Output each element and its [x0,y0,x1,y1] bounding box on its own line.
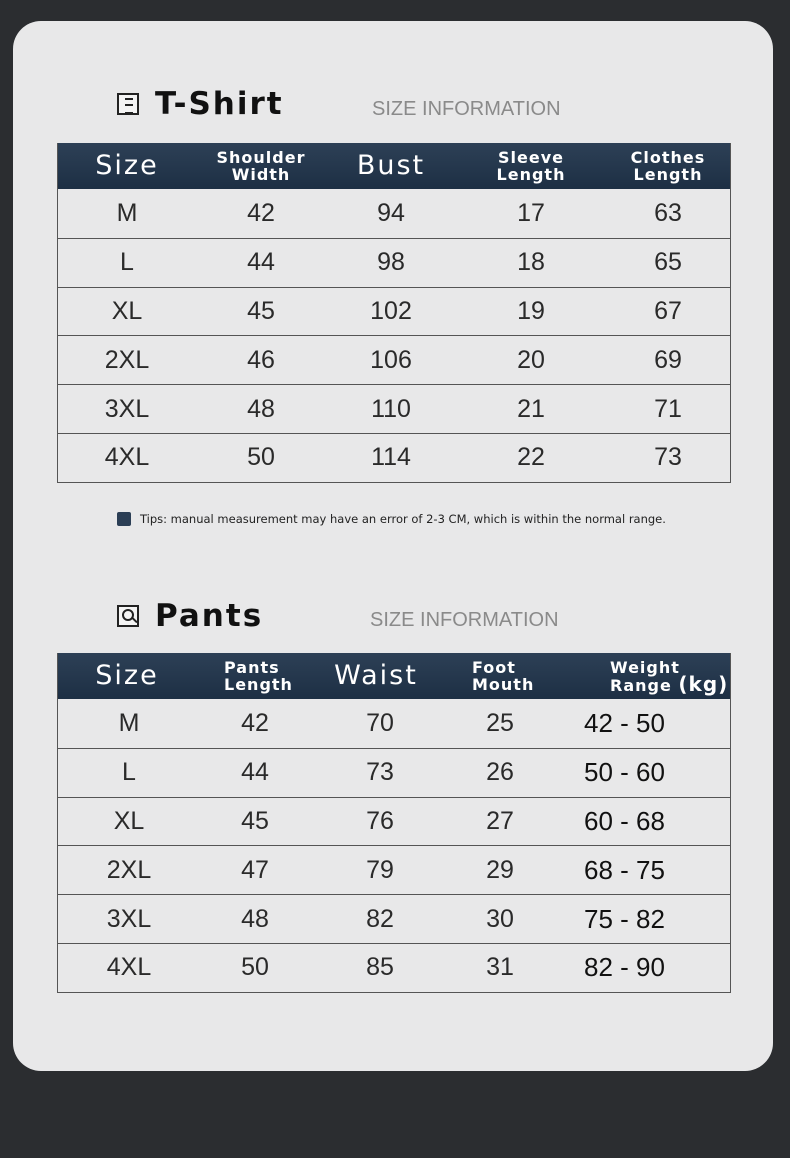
table-cell: M [116,198,138,227]
tshirt-subtitle: SIZE INFORMATION [372,98,561,120]
tshirt-size-table [57,143,731,483]
table-cell: 70 [366,708,394,737]
header-pants-length: Pants Length [224,658,293,694]
table-cell: 69 [654,345,682,374]
table-cell: 31 [486,953,514,982]
table-cell: XL [111,296,143,325]
header-size: Size [95,150,159,181]
table-cell: 50 - 60 [584,757,665,788]
table-cell: 48 [247,394,275,423]
table-cell: 82 [366,904,394,933]
table-cell: 17 [517,198,545,227]
table-cell: 42 - 50 [584,707,665,738]
magnifier-icon [117,605,139,627]
table-cell: 79 [366,855,394,884]
table-cell: 18 [517,248,545,277]
table-cell: 48 [241,904,269,933]
table-cell: 21 [517,394,545,423]
table-cell: 75 - 82 [584,903,665,934]
table-cell: 82 - 90 [584,952,665,983]
header-shoulder-width: Shoulder Width [216,148,306,184]
table-cell: M [118,708,140,737]
table-cell: 27 [486,806,514,835]
table-row [58,845,730,894]
table-cell: 94 [377,198,405,227]
table-cell: 63 [654,198,682,227]
table-cell: 4XL [104,443,150,472]
tip-text: Tips: manual measurement may have an error of 2-3 CM, which is within the normal range. [140,512,666,526]
tshirt-table-body [58,189,730,482]
table-cell: 50 [247,443,275,472]
table-cell: 50 [241,953,269,982]
table-cell: 30 [486,904,514,933]
measurement-tip [117,512,666,526]
table-cell: 44 [247,248,275,277]
table-cell: 29 [486,855,514,884]
table-cell: 2XL [106,855,152,884]
table-cell: 71 [654,394,682,423]
table-cell: 3XL [106,904,152,933]
header-clothes-length: Clothes Length [630,148,706,184]
pants-size-table [57,653,731,993]
table-cell: 42 [241,708,269,737]
header-weight-range: Weight Range (kg) [610,657,729,696]
tshirt-title: T-Shirt [155,86,284,122]
table-row [58,287,730,336]
table-row [58,238,730,287]
table-cell: L [122,758,136,787]
tshirt-section-title [117,86,284,122]
table-cell: XL [113,806,145,835]
table-row [58,335,730,384]
table-cell: 4XL [106,953,152,982]
table-row [58,894,730,943]
table-cell: 42 [247,198,275,227]
table-cell: 45 [241,806,269,835]
table-cell: 65 [654,248,682,277]
pants-table-body [58,699,730,992]
table-cell: 85 [366,953,394,982]
pants-section-title [117,598,263,634]
table-cell: 73 [366,758,394,787]
pants-title: Pants [155,598,264,634]
table-cell: 45 [247,296,275,325]
table-row [58,943,730,992]
table-cell: 106 [370,345,412,374]
table-cell: 47 [241,855,269,884]
header-bust: Bust [356,150,426,181]
header-foot-mouth: Foot Mouth [472,658,535,694]
header-size: Size [95,660,159,691]
table-cell: 20 [517,345,545,374]
pants-table-header [58,653,730,699]
table-cell: 102 [370,296,412,325]
table-cell: 46 [247,345,275,374]
header-sleeve-length: Sleeve Length [496,148,566,184]
size-sheet-icon [117,93,139,115]
table-cell: 98 [377,248,405,277]
table-cell: 68 - 75 [584,854,665,885]
table-cell: 67 [654,296,682,325]
table-cell: 60 - 68 [584,805,665,836]
table-cell: 2XL [104,345,150,374]
pants-subtitle: SIZE INFORMATION [370,609,559,631]
table-cell: 25 [486,708,514,737]
header-weight-unit: (kg) [678,671,729,696]
table-cell: 19 [517,296,545,325]
table-cell: 76 [366,806,394,835]
table-row [58,699,730,748]
tip-bullet-icon [117,512,131,526]
table-row [58,433,730,482]
table-cell: 26 [486,758,514,787]
table-cell: 110 [371,394,411,423]
tshirt-table-header [58,143,730,189]
table-cell: 3XL [104,394,150,423]
table-row [58,384,730,433]
table-row [58,748,730,797]
table-cell: 22 [517,443,545,472]
header-waist: Waist [334,660,418,691]
table-cell: 114 [371,443,411,472]
table-row [58,797,730,846]
table-cell: 44 [241,758,269,787]
table-row [58,189,730,238]
table-cell: 73 [654,443,682,472]
table-cell: L [120,248,134,277]
